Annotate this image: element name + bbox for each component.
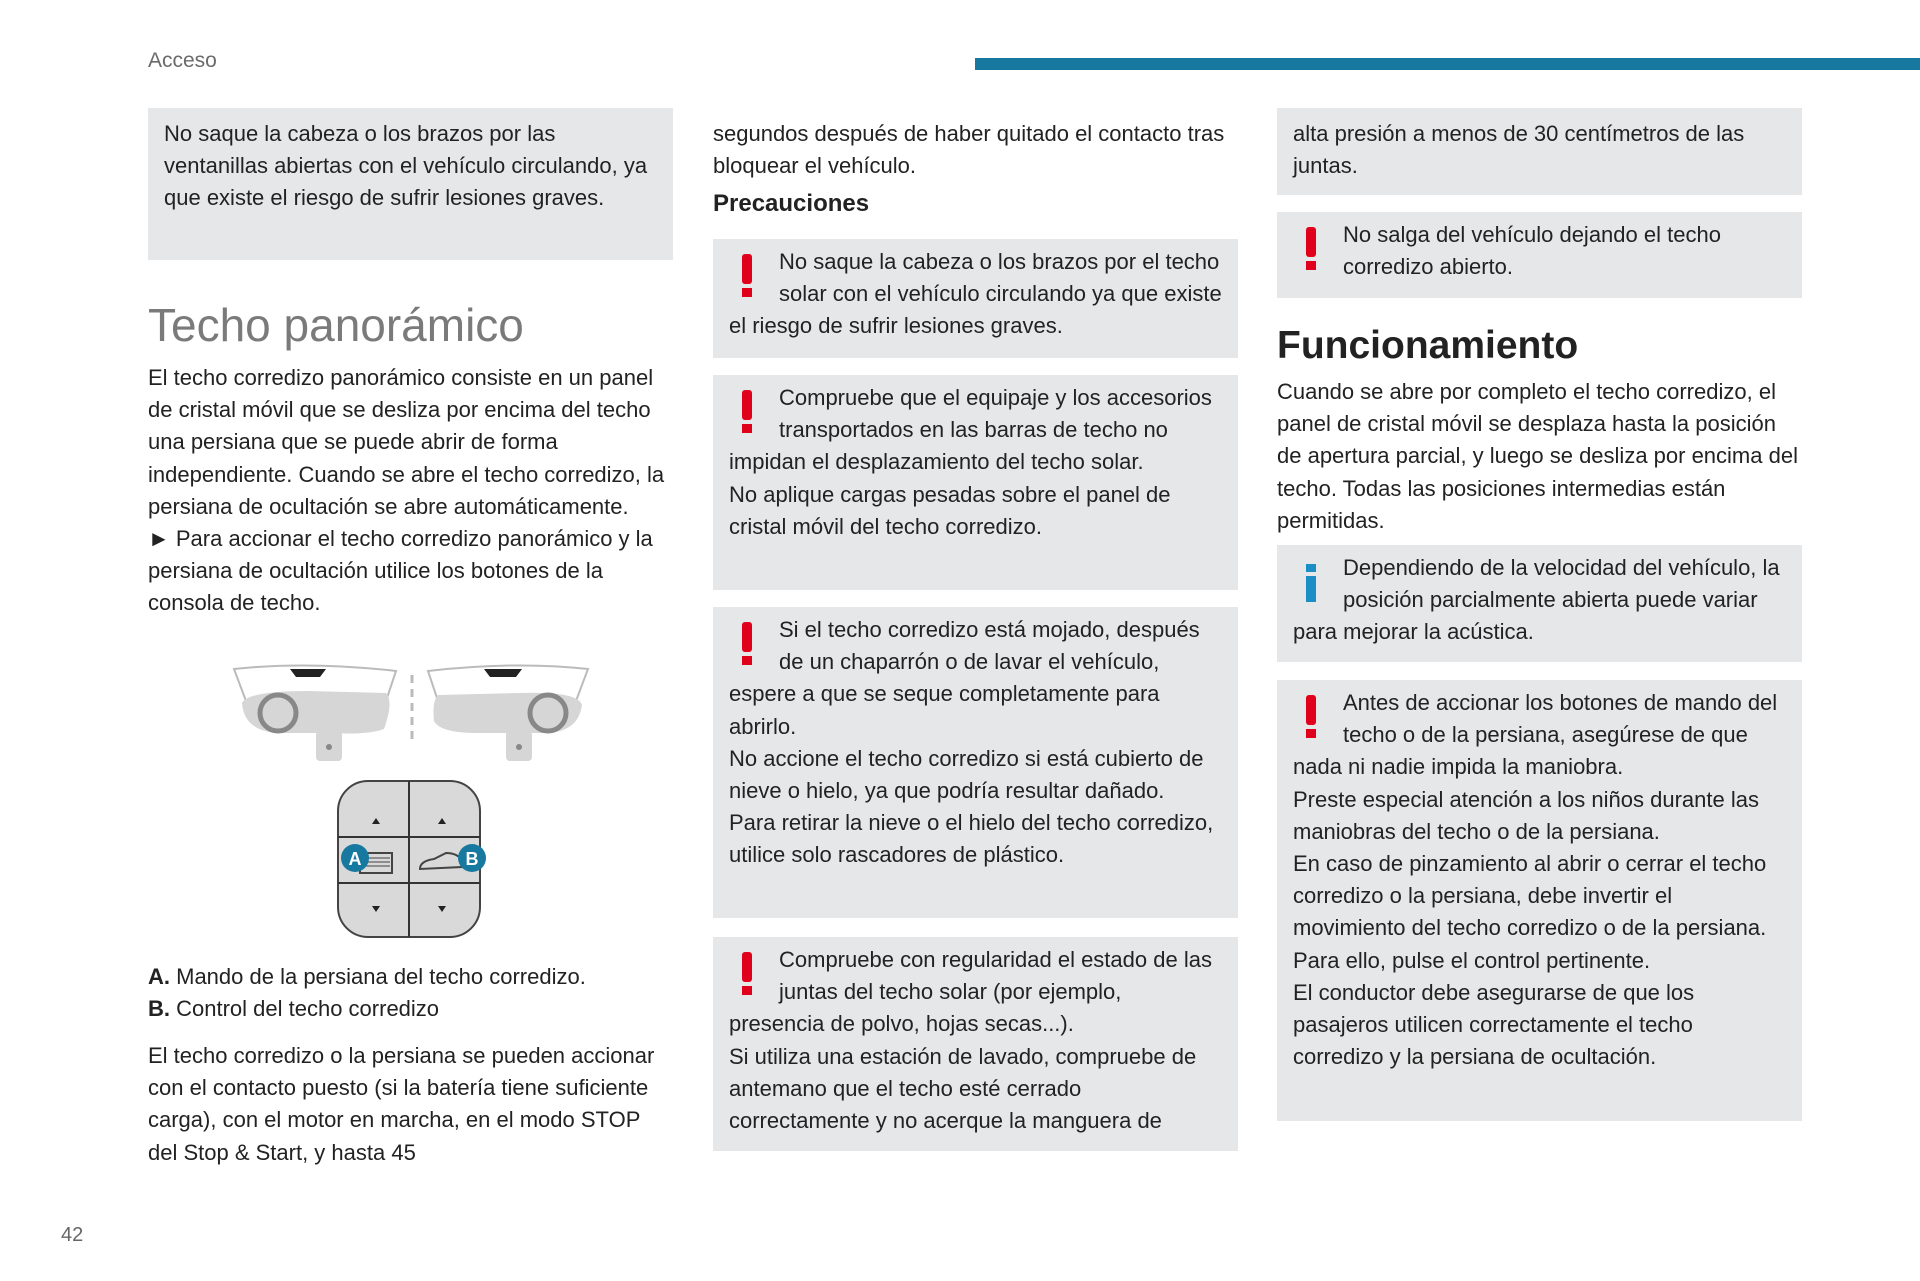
diagram-legend [148,961,673,1025]
subtitle-precautions: Precauciones [713,190,870,217]
left-hand-drive-icon [234,665,396,761]
warning-text: No salga del vehículo dejando el techo corredizo abierto. [1343,222,1721,280]
warning-box [1277,680,1802,1121]
warning-icon [729,944,779,1006]
right-hand-drive-icon [428,665,588,761]
warning-text: Preste especial atención a los niños durante las maniobras del techo o de la persiana. [1293,786,1759,844]
warning-text: Si utiliza una estación de lavado, compruebe de antemano que el techo esté cerrado correctamente y no acerque la manguera de [729,1043,1197,1134]
section-title: Techo panorámico [148,299,524,351]
warning-text: Compruebe con regularidad el estado de las juntas del techo solar (por ejemplo, presencia de polvo, hojas secas...). [729,947,1212,1037]
legend-text: Mando de la persiana del techo corredizo. [176,964,586,989]
warning-icon [729,614,779,676]
warning-text: En caso de pinzamiento al abrir o cerrar el techo corredizo o la persiana, debe invertir el movimiento del techo corredizo o de la persiana. Para ello, pulse el control pertinente. [1293,851,1767,973]
info-box [1277,545,1802,662]
intro-paragraph: El techo corredizo panorámico consiste en un panel de cristal móvil que se desliza por encima del techo una persiana que se puede abrir de forma independiente. Cuando se abre el techo corredizo, la persiana de ocultación se abre automáticamente. [148,365,665,519]
instruction: ► Para accionar el techo corredizo panorámico y la persiana de ocultación utilice los botones de la consola de techo. [148,526,653,616]
warning-text: No aplique cargas pesadas sobre el panel de cristal móvil del techo corredizo. [729,481,1171,539]
continued-text: segundos después de haber quitado el contacto tras bloquear el vehículo. [713,121,1225,179]
warning-icon [1293,687,1343,749]
legend-item-a [148,961,673,993]
label-b: B [465,849,479,869]
warning-box [713,239,1238,358]
page-number: 42 [61,1224,84,1246]
warning-text: No accione el techo corredizo si está cubierto de nieve o hielo, ya que podría resultar dañado. [729,745,1204,804]
warning-box [713,607,1238,918]
legend-key: A. [148,964,170,989]
warning-text: alta presión a menos de 30 centímetros de las juntas. [1293,121,1745,179]
warning-text: Antes de accionar los botones de mando del techo o de la persiana, asegúrese de que nada ni nadie impida la maniobra. [1293,690,1778,780]
warning-box-windows [148,108,673,260]
warning-text: Compruebe que el equipaje y los accesorios transportados en las barras de techo no impidan el desplazamiento del techo solar. [729,385,1212,475]
section-title-funcionamiento: Funcionamiento [1277,324,1579,367]
warning-text: Si el techo corredizo está mojado, después de un chaparrón o de lavar el vehículo, espere a que se seque completamente para abrirlo. [729,617,1200,739]
warning-icon [729,246,779,308]
legend-item-b [148,993,673,1025]
warning-text: El conductor debe asegurarse de que los pasajeros utilicen correctamente el techo corredizo y la persiana de ocultación. [1293,979,1695,1070]
legend-key: B. [148,996,170,1022]
roof-console-diagram [148,661,673,941]
warning-box [1277,212,1802,298]
info-icon [1293,552,1343,614]
operation-paragraph: Cuando se abre por completo el techo corredizo, el panel de cristal móvil se desplaza hasta la posición de apertura parcial, y luego se desliza por encima del techo. Todas las posiciones intermedias están permitidas. [1277,379,1798,533]
warning-icon [1293,219,1343,281]
warning-box [713,937,1238,1151]
operation-conditions: El techo corredizo o la persiana se pueden accionar con el contacto puesto (si la batería tiene suficiente carga), con el motor en marcha, en el modo STOP del Stop & Start, y hasta 45 [148,1043,655,1165]
warning-text: No saque la cabeza o los brazos por el techo solar con el vehículo circulando ya que existe el riesgo de sufrir lesiones graves. [729,249,1222,339]
info-text: Dependiendo de la velocidad del vehículo, la posición parcialmente abierta puede variar para mejorar la acústica. [1293,555,1780,645]
warning-text: Para retirar la nieve o el hielo del techo corredizo, utilice solo rascadores de plástico. [729,810,1214,868]
label-a: A [348,849,362,869]
warning-text: No saque la cabeza o los brazos por las ventanillas abiertas con el vehículo circulando, ya que existe el riesgo de sufrir lesiones graves. [164,121,648,211]
section-label: Acceso [148,49,217,72]
warning-box [713,375,1238,590]
console-buttons [338,781,486,937]
section-bar [975,58,1920,70]
legend-text: Control del techo corredizo [176,996,440,1022]
warning-icon [729,382,779,444]
warning-box-continued [1277,108,1802,195]
